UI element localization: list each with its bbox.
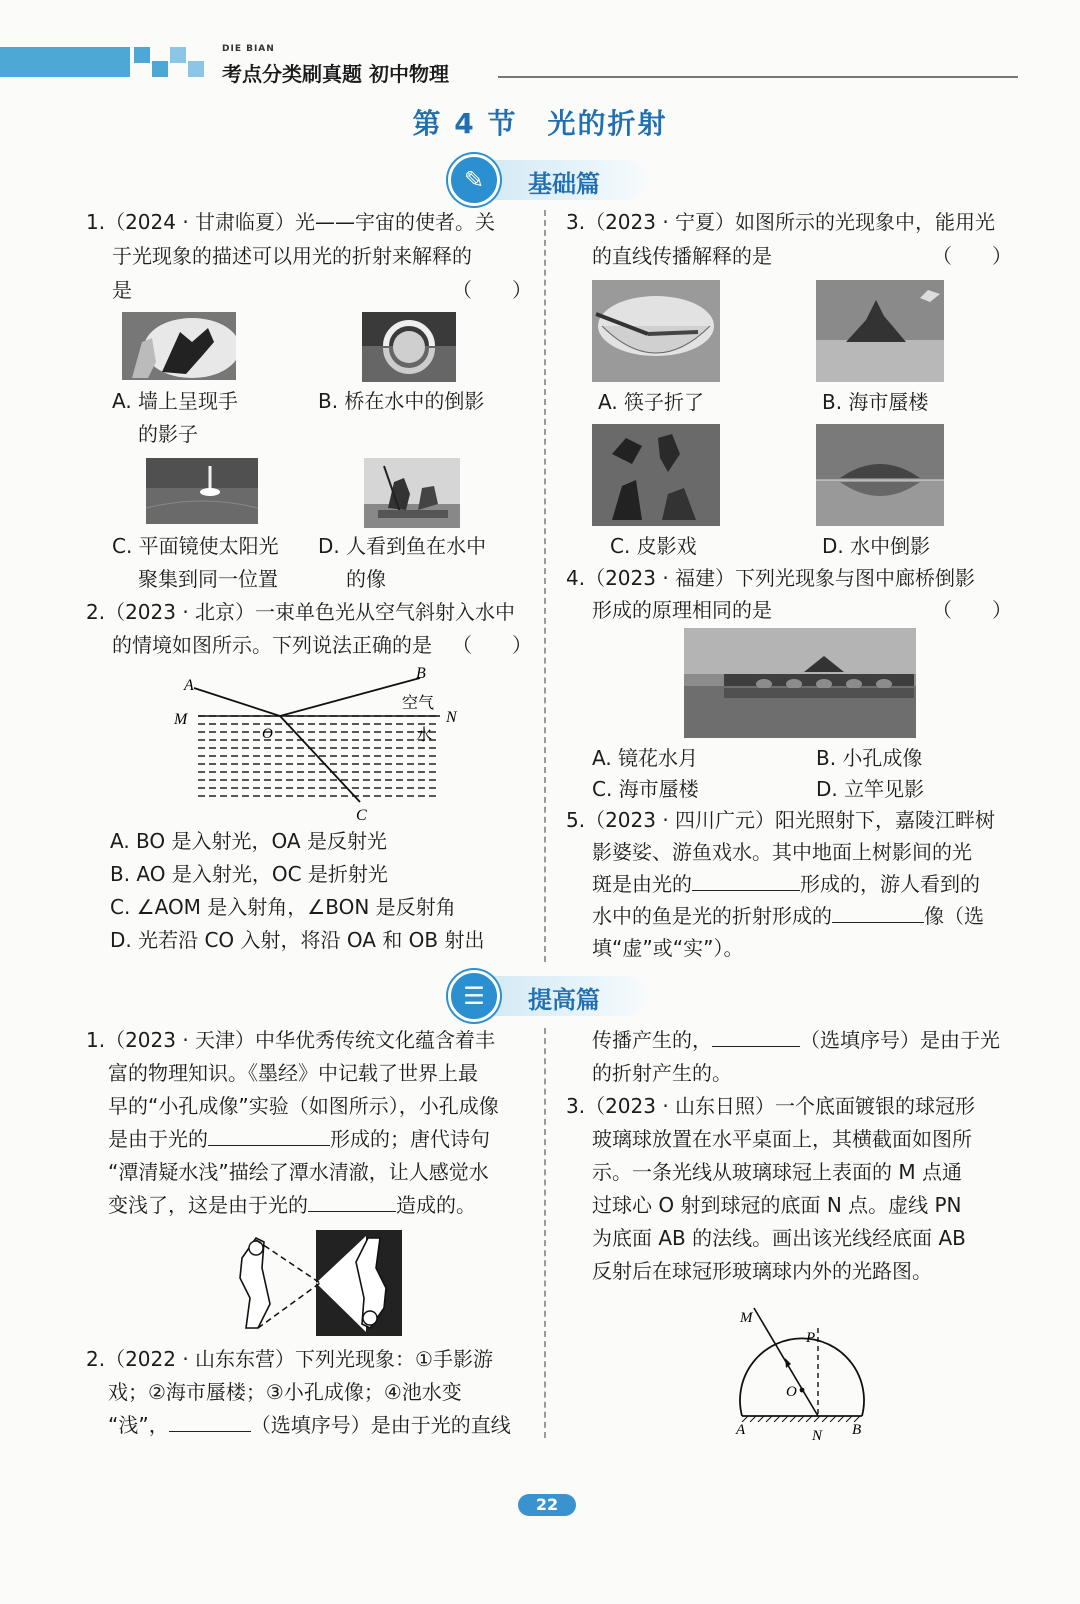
a-q3-line: 为底面 AB 的法线。画出该光线经底面 AB xyxy=(592,1226,966,1250)
answer-blank[interactable] xyxy=(692,890,800,891)
b-q2-line: 2.（2023 · 北京）一束单色光从空气斜射入水中 xyxy=(86,600,516,624)
a-q1-line: 早的“小孔成像”实验（如图所示），小孔成像 xyxy=(108,1094,499,1118)
pinhole-camera-diagram xyxy=(228,1228,408,1338)
section-title: 第 4 节 光的折射 xyxy=(412,107,668,140)
b-q3-answer-paren: （ ） xyxy=(932,244,1012,268)
answer-blank[interactable] xyxy=(169,1431,251,1432)
list-icon: ☰ xyxy=(448,970,500,1022)
b-q2-line: 的情境如图所示。下列说法正确的是 xyxy=(112,633,432,657)
a-q1-text: 造成的。 xyxy=(396,1193,476,1217)
column-divider xyxy=(544,210,546,962)
b-q3-option-a: A. 筷子折了 xyxy=(598,390,705,414)
header-decor-square xyxy=(170,47,186,63)
a-q2-line: 的折射产生的。 xyxy=(592,1061,732,1085)
chopsticks-photo xyxy=(592,280,720,382)
b-q2-option-b: B. AO 是入射光，OC 是折射光 xyxy=(110,862,388,886)
a-q1-line: 富的物理知识。《墨经》中记载了世界上最 xyxy=(108,1061,478,1085)
a-q2-text: “浅”， xyxy=(108,1413,169,1437)
b-q5-line: 填“虚”或“实”）。 xyxy=(592,936,744,960)
cap-label-o: O xyxy=(786,1384,797,1400)
diagram-label-water: 水 xyxy=(416,727,433,744)
a-q3-line: 反射后在球冠形玻璃球内外的光路图。 xyxy=(592,1259,932,1283)
answer-blank[interactable] xyxy=(308,1211,396,1212)
b-q2-option-d: D. 光若沿 CO 入射，将沿 OA 和 OB 射出 xyxy=(110,928,485,952)
b-q4-line: 4.（2023 · 福建）下列光现象与图中廊桥倒影 xyxy=(566,566,976,590)
diagram-label-n: N xyxy=(446,709,457,726)
a-q2-line: 戏；②海市蜃楼；③小孔成像；④池水变 xyxy=(108,1380,462,1404)
mirage-photo xyxy=(816,280,944,382)
b-q5-line xyxy=(592,900,984,933)
b-q1-option-c: C. 平面镜使太阳光 xyxy=(112,534,279,558)
column-divider xyxy=(544,1028,546,1438)
cap-label-m: M xyxy=(740,1310,753,1326)
b-q5-line: 5.（2023 · 四川广元）阳光照射下，嘉陵江畔树 xyxy=(566,808,996,832)
a-q1-line xyxy=(108,1189,476,1222)
water-reflection-photo xyxy=(816,424,944,526)
b-q5-text: 斑是由光的 xyxy=(592,872,692,896)
a-q2-line xyxy=(592,1024,1000,1057)
a-q2-text: （选填序号）是由于光 xyxy=(800,1028,1000,1052)
b-q1-line: 于光现象的描述可以用光的折射来解释的 xyxy=(112,244,472,268)
answer-blank[interactable] xyxy=(712,1046,800,1047)
page-number: 22 xyxy=(518,1494,576,1516)
b-q3-option-d: D. 水中倒影 xyxy=(822,534,931,558)
b-q1-answer-paren: （ ） xyxy=(452,278,532,302)
b-q3-line: 3.（2023 · 宁夏）如图所示的光现象中，能用光 xyxy=(566,210,996,234)
b-q5-text: 像（选 xyxy=(924,904,984,928)
b-q1-option-d: D. 人看到鱼在水中 xyxy=(318,534,487,558)
a-q3-line: 过球心 O 射到球冠的底面 N 点。虚线 PN xyxy=(592,1193,962,1217)
answer-blank[interactable] xyxy=(208,1145,330,1146)
header-decor-square xyxy=(152,61,168,77)
a-q1-text: 变浅了，这是由于光的 xyxy=(108,1193,308,1217)
a-q1-text: 是由于光的 xyxy=(108,1127,208,1151)
answer-blank[interactable] xyxy=(832,922,924,923)
b-q5-text: 形成的，游人看到的 xyxy=(800,872,980,896)
b-q5-line: 影婆娑、游鱼戏水。其中地面上树影间的光 xyxy=(592,840,972,864)
corridor-bridge-photo xyxy=(684,628,916,738)
b-q4-option-a: A. 镜花水月 xyxy=(592,746,699,770)
header-title: 考点分类刷真题 初中物理 xyxy=(222,62,449,86)
cap-label-a: A xyxy=(736,1422,746,1438)
b-q1-option-b: B. 桥在水中的倒影 xyxy=(318,389,485,413)
b-q1-option-d-cont: 的像 xyxy=(346,567,386,591)
b-q1-line: 是 xyxy=(112,278,132,302)
basic-band-label: 基础篇 xyxy=(528,170,600,198)
b-q4-line: 形成的原理相同的是 xyxy=(592,598,772,622)
a-q1-line: “潭清疑水浅”描绘了潭水清澈，让人感觉水 xyxy=(108,1160,489,1184)
b-q4-option-c: C. 海市蜃楼 xyxy=(592,777,699,801)
hand-shadow-photo xyxy=(122,312,236,380)
b-q3-option-b: B. 海市蜃楼 xyxy=(822,390,929,414)
advanced-band-label: 提高篇 xyxy=(528,986,600,1014)
b-q1-option-a-cont: 的影子 xyxy=(138,422,198,446)
cap-label-n: N xyxy=(812,1428,823,1444)
b-q1-line: 1.（2024 · 甘肃临夏）光——宇宙的使者。关 xyxy=(86,210,496,234)
bridge-reflection-photo xyxy=(362,312,456,382)
fishing-photo xyxy=(364,458,460,528)
spherical-cap-diagram xyxy=(730,1300,880,1450)
diagram-label-a: A xyxy=(184,677,194,694)
a-q3-line: 玻璃球放置在水平桌面上，其横截面如图所 xyxy=(592,1127,972,1151)
diagram-label-b: B xyxy=(416,665,426,682)
b-q5-line xyxy=(592,868,980,901)
a-q2-line xyxy=(108,1409,511,1442)
a-q3-line: 3.（2023 · 山东日照）一个底面镀银的球冠形 xyxy=(566,1094,976,1118)
b-q3-line: 的直线传播解释的是 xyxy=(592,244,772,268)
b-q4-answer-paren: （ ） xyxy=(932,598,1012,622)
b-q1-option-c-cont: 聚集到同一位置 xyxy=(138,567,278,591)
edit-icon: ✎ xyxy=(448,154,500,206)
header-decor-square xyxy=(134,47,150,63)
refraction-diagram xyxy=(170,664,470,824)
a-q1-text: 形成的；唐代诗句 xyxy=(330,1127,490,1151)
header-brand: DIE BIAN xyxy=(222,44,275,54)
a-q2-line: 2.（2022 · 山东东营）下列光现象：①手影游 xyxy=(86,1347,493,1371)
diagram-label-c: C xyxy=(356,807,367,824)
b-q4-option-d: D. 立竿见影 xyxy=(816,777,925,801)
diagram-label-o: O xyxy=(262,726,273,742)
solar-mirror-photo xyxy=(146,458,258,524)
a-q3-line: 示。一条光线从玻璃球冠上表面的 M 点通 xyxy=(592,1160,962,1184)
b-q2-answer-paren: （ ） xyxy=(452,633,532,657)
cap-label-b: B xyxy=(852,1422,862,1438)
b-q2-option-c: C. ∠AOM 是入射角，∠BON 是反射角 xyxy=(110,895,456,919)
a-q1-line: 1.（2023 · 天津）中华优秀传统文化蕴含着丰 xyxy=(86,1028,496,1052)
diagram-label-m: M xyxy=(174,711,188,728)
header-decor-square xyxy=(188,61,204,77)
diagram-label-air: 空气 xyxy=(402,695,435,712)
b-q5-text: 水中的鱼是光的折射形成的 xyxy=(592,904,832,928)
a-q2-text: （选填序号）是由于光的直线 xyxy=(250,1413,511,1437)
b-q3-option-c: C. 皮影戏 xyxy=(610,534,697,558)
a-q2-text: 传播产生的， xyxy=(592,1028,712,1052)
shadow-play-photo xyxy=(592,424,720,526)
a-q1-line xyxy=(108,1123,490,1156)
header-rule xyxy=(498,76,1018,78)
b-q1-option-a: A. 墙上呈现手 xyxy=(112,389,239,413)
cap-label-p: P xyxy=(806,1330,816,1346)
header-bar xyxy=(0,47,130,77)
b-q4-option-b: B. 小孔成像 xyxy=(816,746,923,770)
b-q2-option-a: A. BO 是入射光，OA 是反射光 xyxy=(110,829,387,853)
